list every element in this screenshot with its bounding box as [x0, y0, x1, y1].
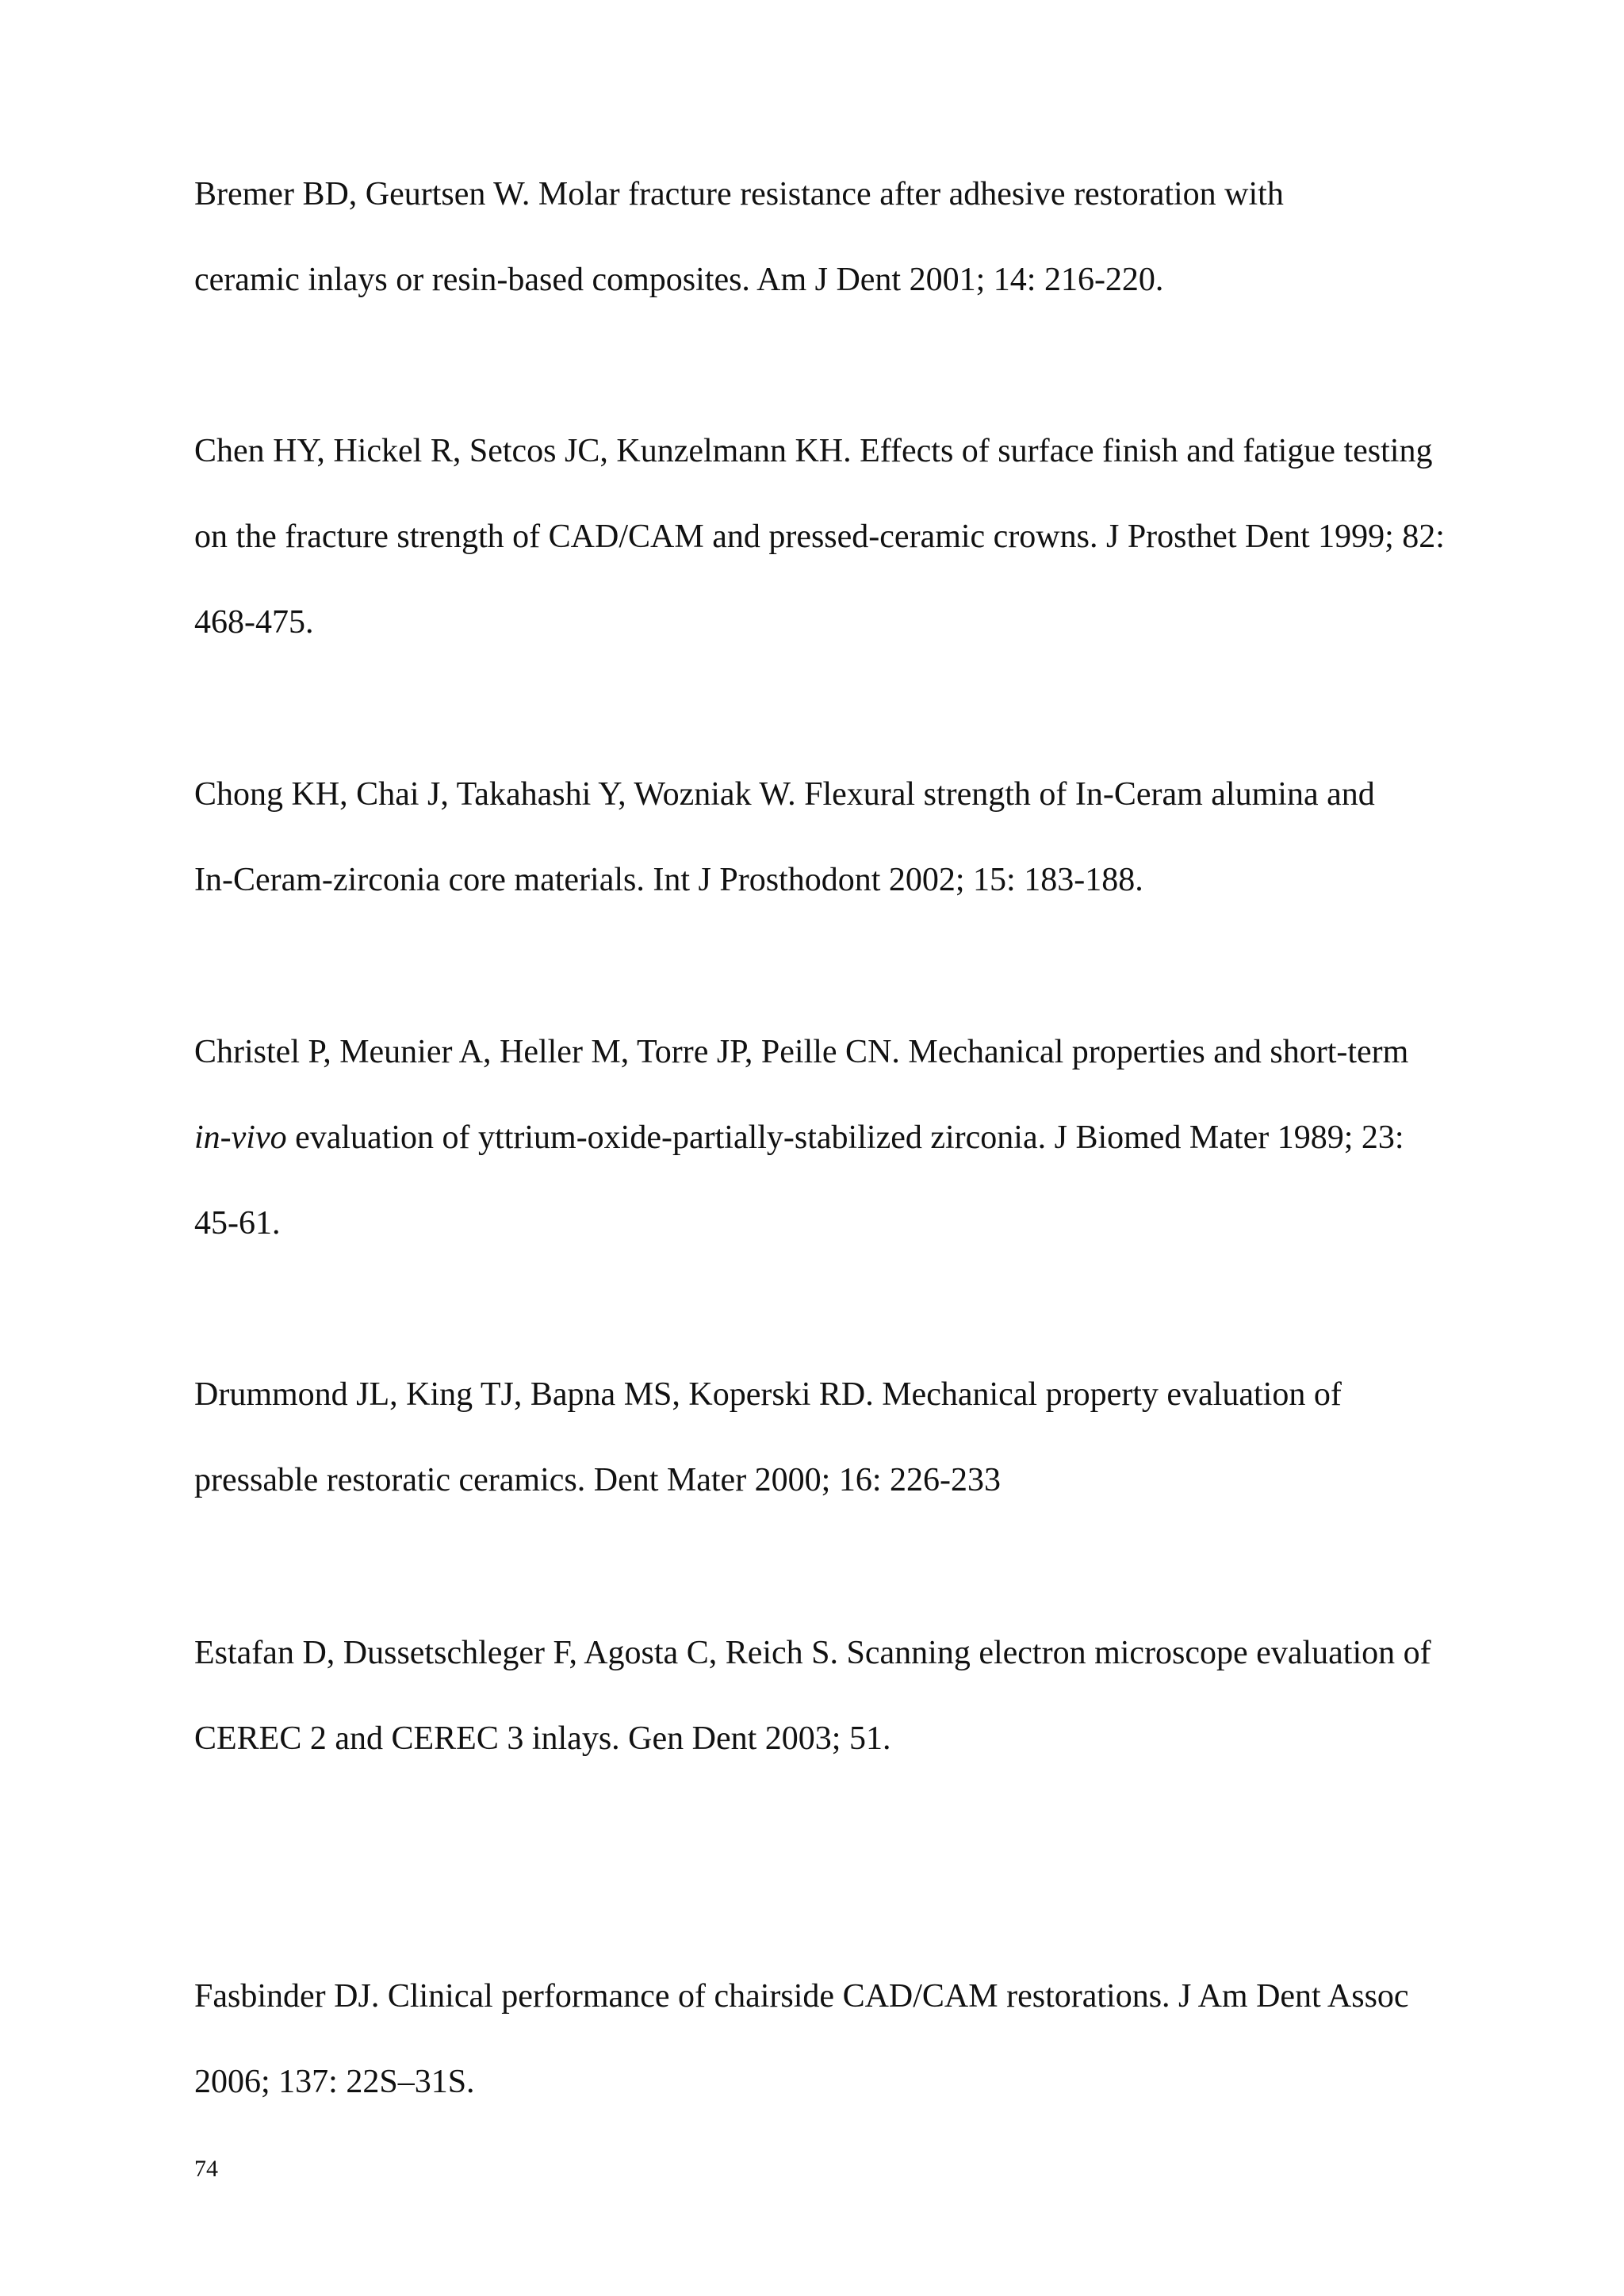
reference-bremer-line-2: ceramic inlays or resin-based composites. Am J Dent 2001; 14: 216-220. — [194, 262, 1164, 298]
page-number: 74 — [194, 2156, 218, 2182]
reference-chen-line-1: Chen HY, Hickel R, Setcos JC, Kunzelmann KH. Effects of surface finish and fatigue testing — [194, 433, 1433, 469]
reference-estafan-line-2: CEREC 2 and CEREC 3 inlays. Gen Dent 2003; 51. — [194, 1720, 891, 1757]
reference-drummond-line-2: pressable restoratic ceramics. Dent Mater 2000; 16: 226-233 — [194, 1462, 1002, 1498]
reference-chong-line-2: In-Ceram-zirconia core materials. Int J Prosthodont 2002; 15: 183-188. — [194, 862, 1143, 898]
reference-christel-line-2 — [194, 1118, 1404, 1158]
italic-in-vivo: in-vivo — [194, 1119, 287, 1156]
reference-chong-line-1: Chong KH, Chai J, Takahashi Y, Wozniak W. Flexural strength of In-Ceram alumina and — [194, 776, 1375, 813]
reference-estafan-line-1: Estafan D, Dussetschleger F, Agosta C, Reich S. Scanning electron microscope evaluation of — [194, 1635, 1431, 1671]
reference-fasbinder-line-1: Fasbinder DJ. Clinical performance of chairside CAD/CAM restorations. J Am Dent Assoc — [194, 1978, 1409, 2015]
reference-bremer-line-1: Bremer BD, Geurtsen W. Molar fracture resistance after adhesive restoration with — [194, 176, 1284, 212]
reference-christel-line-3: 45-61. — [194, 1205, 281, 1242]
reference-christel-line-2-rest: evaluation of yttrium-oxide-partially-stabilized zirconia. J Biomed Mater 1989; 23: — [286, 1119, 1404, 1156]
reference-chen-line-3: 468-475. — [194, 604, 314, 641]
reference-drummond-line-1: Drummond JL, King TJ, Bapna MS, Koperski RD. Mechanical property evaluation of — [194, 1376, 1342, 1413]
reference-christel-line-1: Christel P, Meunier A, Heller M, Torre JP, Peille CN. Mechanical properties and short-term — [194, 1034, 1409, 1070]
reference-chen-line-2: on the fracture strength of CAD/CAM and pressed-ceramic crowns. J Prosthet Dent 1999; 82: — [194, 519, 1445, 555]
reference-fasbinder-line-2: 2006; 137: 22S–31S. — [194, 2064, 475, 2100]
